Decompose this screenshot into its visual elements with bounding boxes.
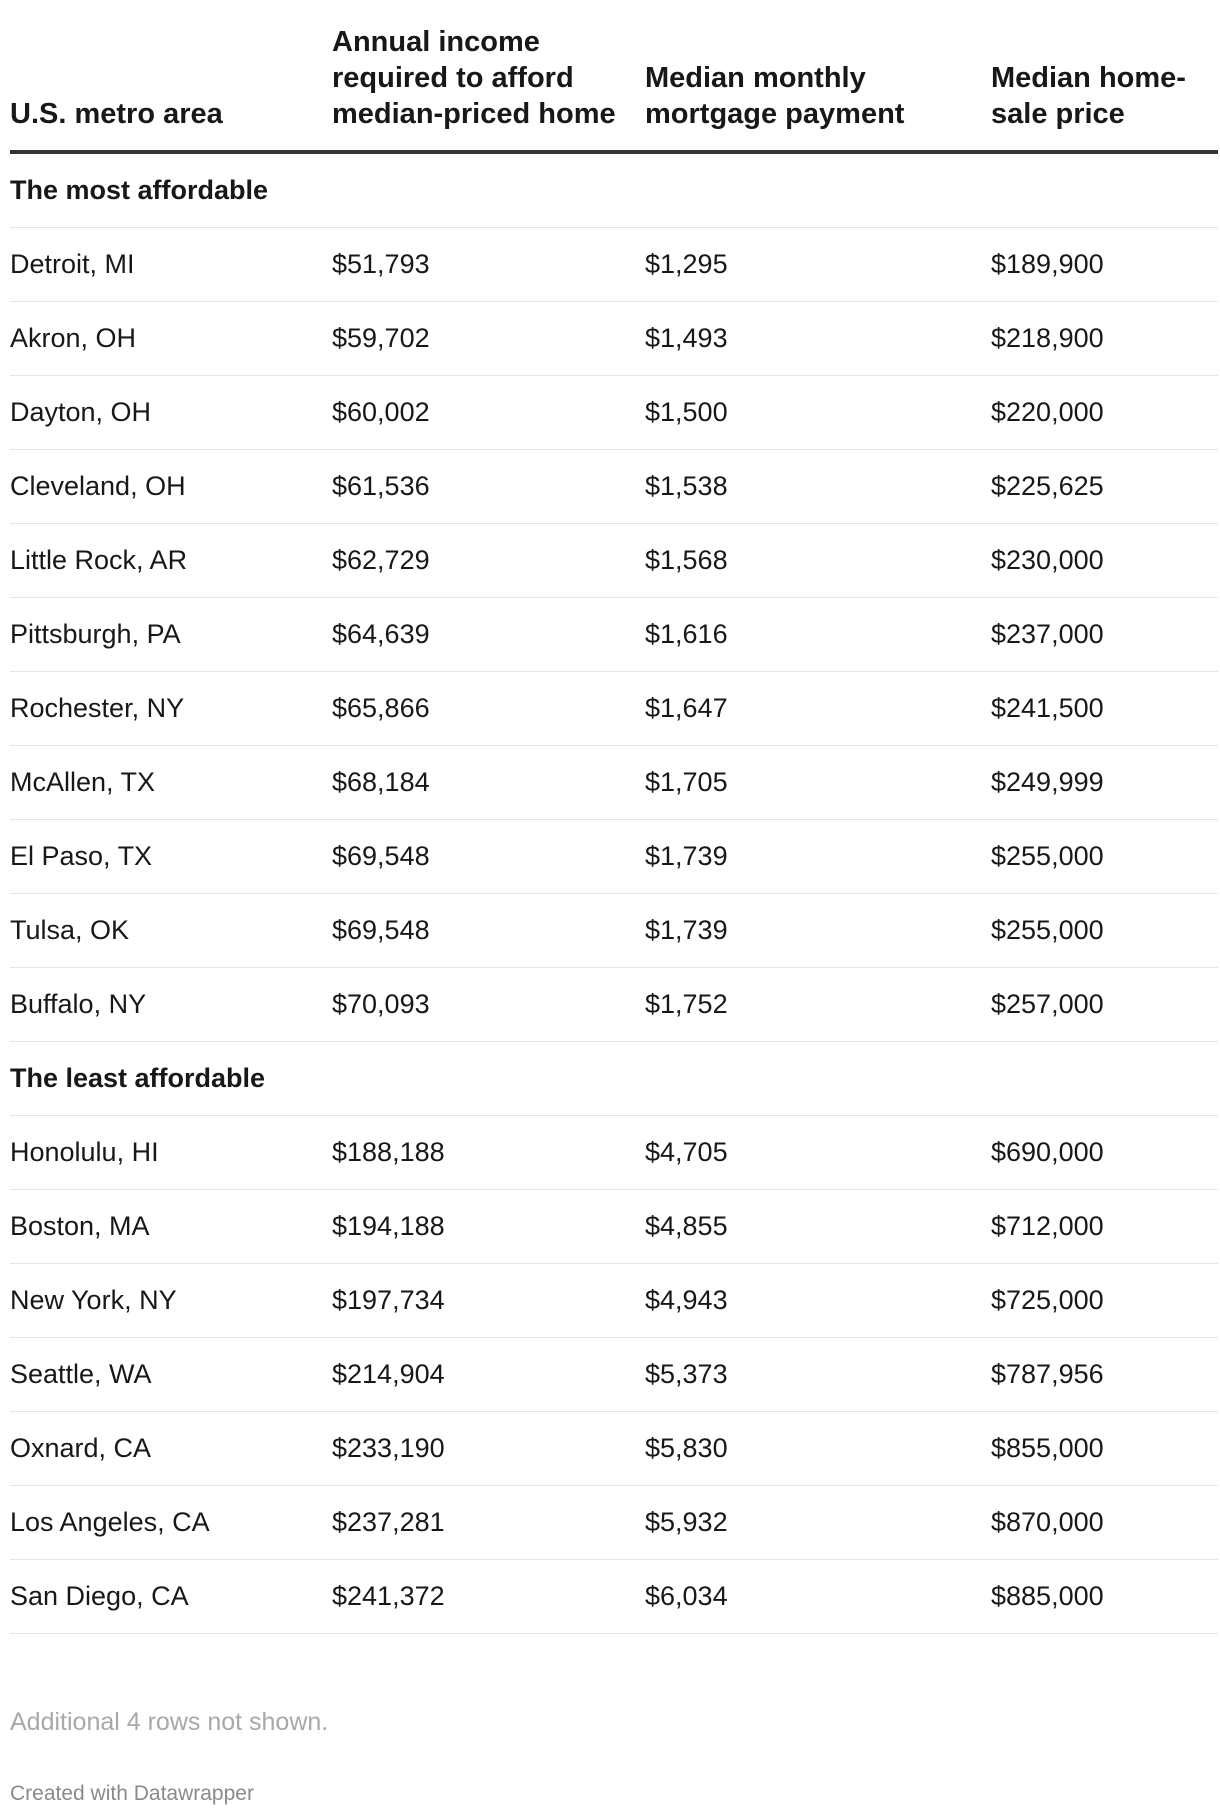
table-row[interactable] xyxy=(10,819,1218,893)
table-row[interactable] xyxy=(10,1411,1218,1485)
cell-sale-price: $257,000 xyxy=(991,967,1218,1041)
cell-annual-income: $214,904 xyxy=(332,1337,645,1411)
cell-monthly-payment: $4,705 xyxy=(645,1115,991,1189)
cell-monthly-payment: $1,295 xyxy=(645,227,991,301)
cell-metro: Dayton, OH xyxy=(10,375,332,449)
cell-annual-income: $194,188 xyxy=(332,1189,645,1263)
cell-metro: Akron, OH xyxy=(10,301,332,375)
column-header-metro[interactable]: U.S. metro area xyxy=(10,0,332,152)
cell-metro: Boston, MA xyxy=(10,1189,332,1263)
table-body xyxy=(10,152,1218,1633)
affordability-table xyxy=(10,0,1218,1634)
cell-monthly-payment: $1,647 xyxy=(645,671,991,745)
cell-annual-income: $51,793 xyxy=(332,227,645,301)
cell-annual-income: $70,093 xyxy=(332,967,645,1041)
table-row[interactable] xyxy=(10,375,1218,449)
cell-annual-income: $59,702 xyxy=(332,301,645,375)
cell-annual-income: $237,281 xyxy=(332,1485,645,1559)
table-row[interactable] xyxy=(10,967,1218,1041)
data-table-container xyxy=(10,0,1218,1634)
cell-metro: El Paso, TX xyxy=(10,819,332,893)
table-row[interactable] xyxy=(10,597,1218,671)
cell-annual-income: $65,866 xyxy=(332,671,645,745)
cell-sale-price: $230,000 xyxy=(991,523,1218,597)
cell-monthly-payment: $1,739 xyxy=(645,819,991,893)
cell-monthly-payment: $1,500 xyxy=(645,375,991,449)
table-header xyxy=(10,0,1218,152)
cell-monthly-payment: $5,373 xyxy=(645,1337,991,1411)
cell-sale-price: $255,000 xyxy=(991,819,1218,893)
cell-metro: Seattle, WA xyxy=(10,1337,332,1411)
cell-sale-price: $725,000 xyxy=(991,1263,1218,1337)
cell-metro: Detroit, MI xyxy=(10,227,332,301)
table-row[interactable] xyxy=(10,671,1218,745)
cell-annual-income: $197,734 xyxy=(332,1263,645,1337)
section-title: The least affordable xyxy=(10,1041,1218,1115)
rows-not-shown-note: Additional 4 rows not shown. xyxy=(10,1708,329,1736)
cell-sale-price: $241,500 xyxy=(991,671,1218,745)
cell-monthly-payment: $5,830 xyxy=(645,1411,991,1485)
cell-monthly-payment: $1,739 xyxy=(645,893,991,967)
cell-metro: Rochester, NY xyxy=(10,671,332,745)
cell-monthly-payment: $1,616 xyxy=(645,597,991,671)
cell-annual-income: $69,548 xyxy=(332,893,645,967)
cell-sale-price: $220,000 xyxy=(991,375,1218,449)
table-row[interactable] xyxy=(10,1263,1218,1337)
cell-monthly-payment: $1,538 xyxy=(645,449,991,523)
cell-sale-price: $787,956 xyxy=(991,1337,1218,1411)
table-row[interactable] xyxy=(10,1337,1218,1411)
cell-metro: Buffalo, NY xyxy=(10,967,332,1041)
cell-monthly-payment: $1,568 xyxy=(645,523,991,597)
section-title: The most affordable xyxy=(10,152,1218,227)
cell-sale-price: $690,000 xyxy=(991,1115,1218,1189)
cell-sale-price: $225,625 xyxy=(991,449,1218,523)
cell-sale-price: $885,000 xyxy=(991,1559,1218,1633)
column-header-sale-price[interactable]: Median home-sale price xyxy=(991,0,1218,152)
cell-annual-income: $68,184 xyxy=(332,745,645,819)
cell-metro: Oxnard, CA xyxy=(10,1411,332,1485)
cell-monthly-payment: $6,034 xyxy=(645,1559,991,1633)
table-row[interactable] xyxy=(10,449,1218,523)
cell-metro: Honolulu, HI xyxy=(10,1115,332,1189)
table-row[interactable] xyxy=(10,1189,1218,1263)
column-header-annual-income[interactable]: Annual income required to afford median-priced home xyxy=(332,0,645,152)
table-row[interactable] xyxy=(10,893,1218,967)
cell-sale-price: $249,999 xyxy=(991,745,1218,819)
cell-annual-income: $69,548 xyxy=(332,819,645,893)
table-row[interactable] xyxy=(10,301,1218,375)
cell-annual-income: $64,639 xyxy=(332,597,645,671)
cell-metro: Pittsburgh, PA xyxy=(10,597,332,671)
cell-metro: San Diego, CA xyxy=(10,1559,332,1633)
cell-annual-income: $62,729 xyxy=(332,523,645,597)
cell-monthly-payment: $1,705 xyxy=(645,745,991,819)
cell-monthly-payment: $4,855 xyxy=(645,1189,991,1263)
table-row[interactable] xyxy=(10,1115,1218,1189)
cell-annual-income: $233,190 xyxy=(332,1411,645,1485)
section-header-row xyxy=(10,1041,1218,1115)
table-row[interactable] xyxy=(10,523,1218,597)
cell-metro: Los Angeles, CA xyxy=(10,1485,332,1559)
cell-metro: Tulsa, OK xyxy=(10,893,332,967)
cell-sale-price: $712,000 xyxy=(991,1189,1218,1263)
table-row[interactable] xyxy=(10,745,1218,819)
cell-sale-price: $870,000 xyxy=(991,1485,1218,1559)
cell-metro: Little Rock, AR xyxy=(10,523,332,597)
column-header-monthly-payment[interactable]: Median monthly mortgage payment xyxy=(645,0,991,152)
table-row[interactable] xyxy=(10,1485,1218,1559)
cell-annual-income: $60,002 xyxy=(332,375,645,449)
cell-metro: New York, NY xyxy=(10,1263,332,1337)
cell-monthly-payment: $4,943 xyxy=(645,1263,991,1337)
cell-monthly-payment: $1,493 xyxy=(645,301,991,375)
header-row xyxy=(10,0,1218,152)
cell-monthly-payment: $5,932 xyxy=(645,1485,991,1559)
cell-sale-price: $855,000 xyxy=(991,1411,1218,1485)
cell-annual-income: $241,372 xyxy=(332,1559,645,1633)
cell-metro: McAllen, TX xyxy=(10,745,332,819)
cell-sale-price: $189,900 xyxy=(991,227,1218,301)
datawrapper-credit: Created with Datawrapper xyxy=(10,1782,254,1805)
cell-sale-price: $237,000 xyxy=(991,597,1218,671)
cell-annual-income: $188,188 xyxy=(332,1115,645,1189)
table-row[interactable] xyxy=(10,227,1218,301)
cell-monthly-payment: $1,752 xyxy=(645,967,991,1041)
cell-sale-price: $218,900 xyxy=(991,301,1218,375)
cell-metro: Cleveland, OH xyxy=(10,449,332,523)
cell-sale-price: $255,000 xyxy=(991,893,1218,967)
section-header-row xyxy=(10,152,1218,227)
table-row[interactable] xyxy=(10,1559,1218,1633)
cell-annual-income: $61,536 xyxy=(332,449,645,523)
